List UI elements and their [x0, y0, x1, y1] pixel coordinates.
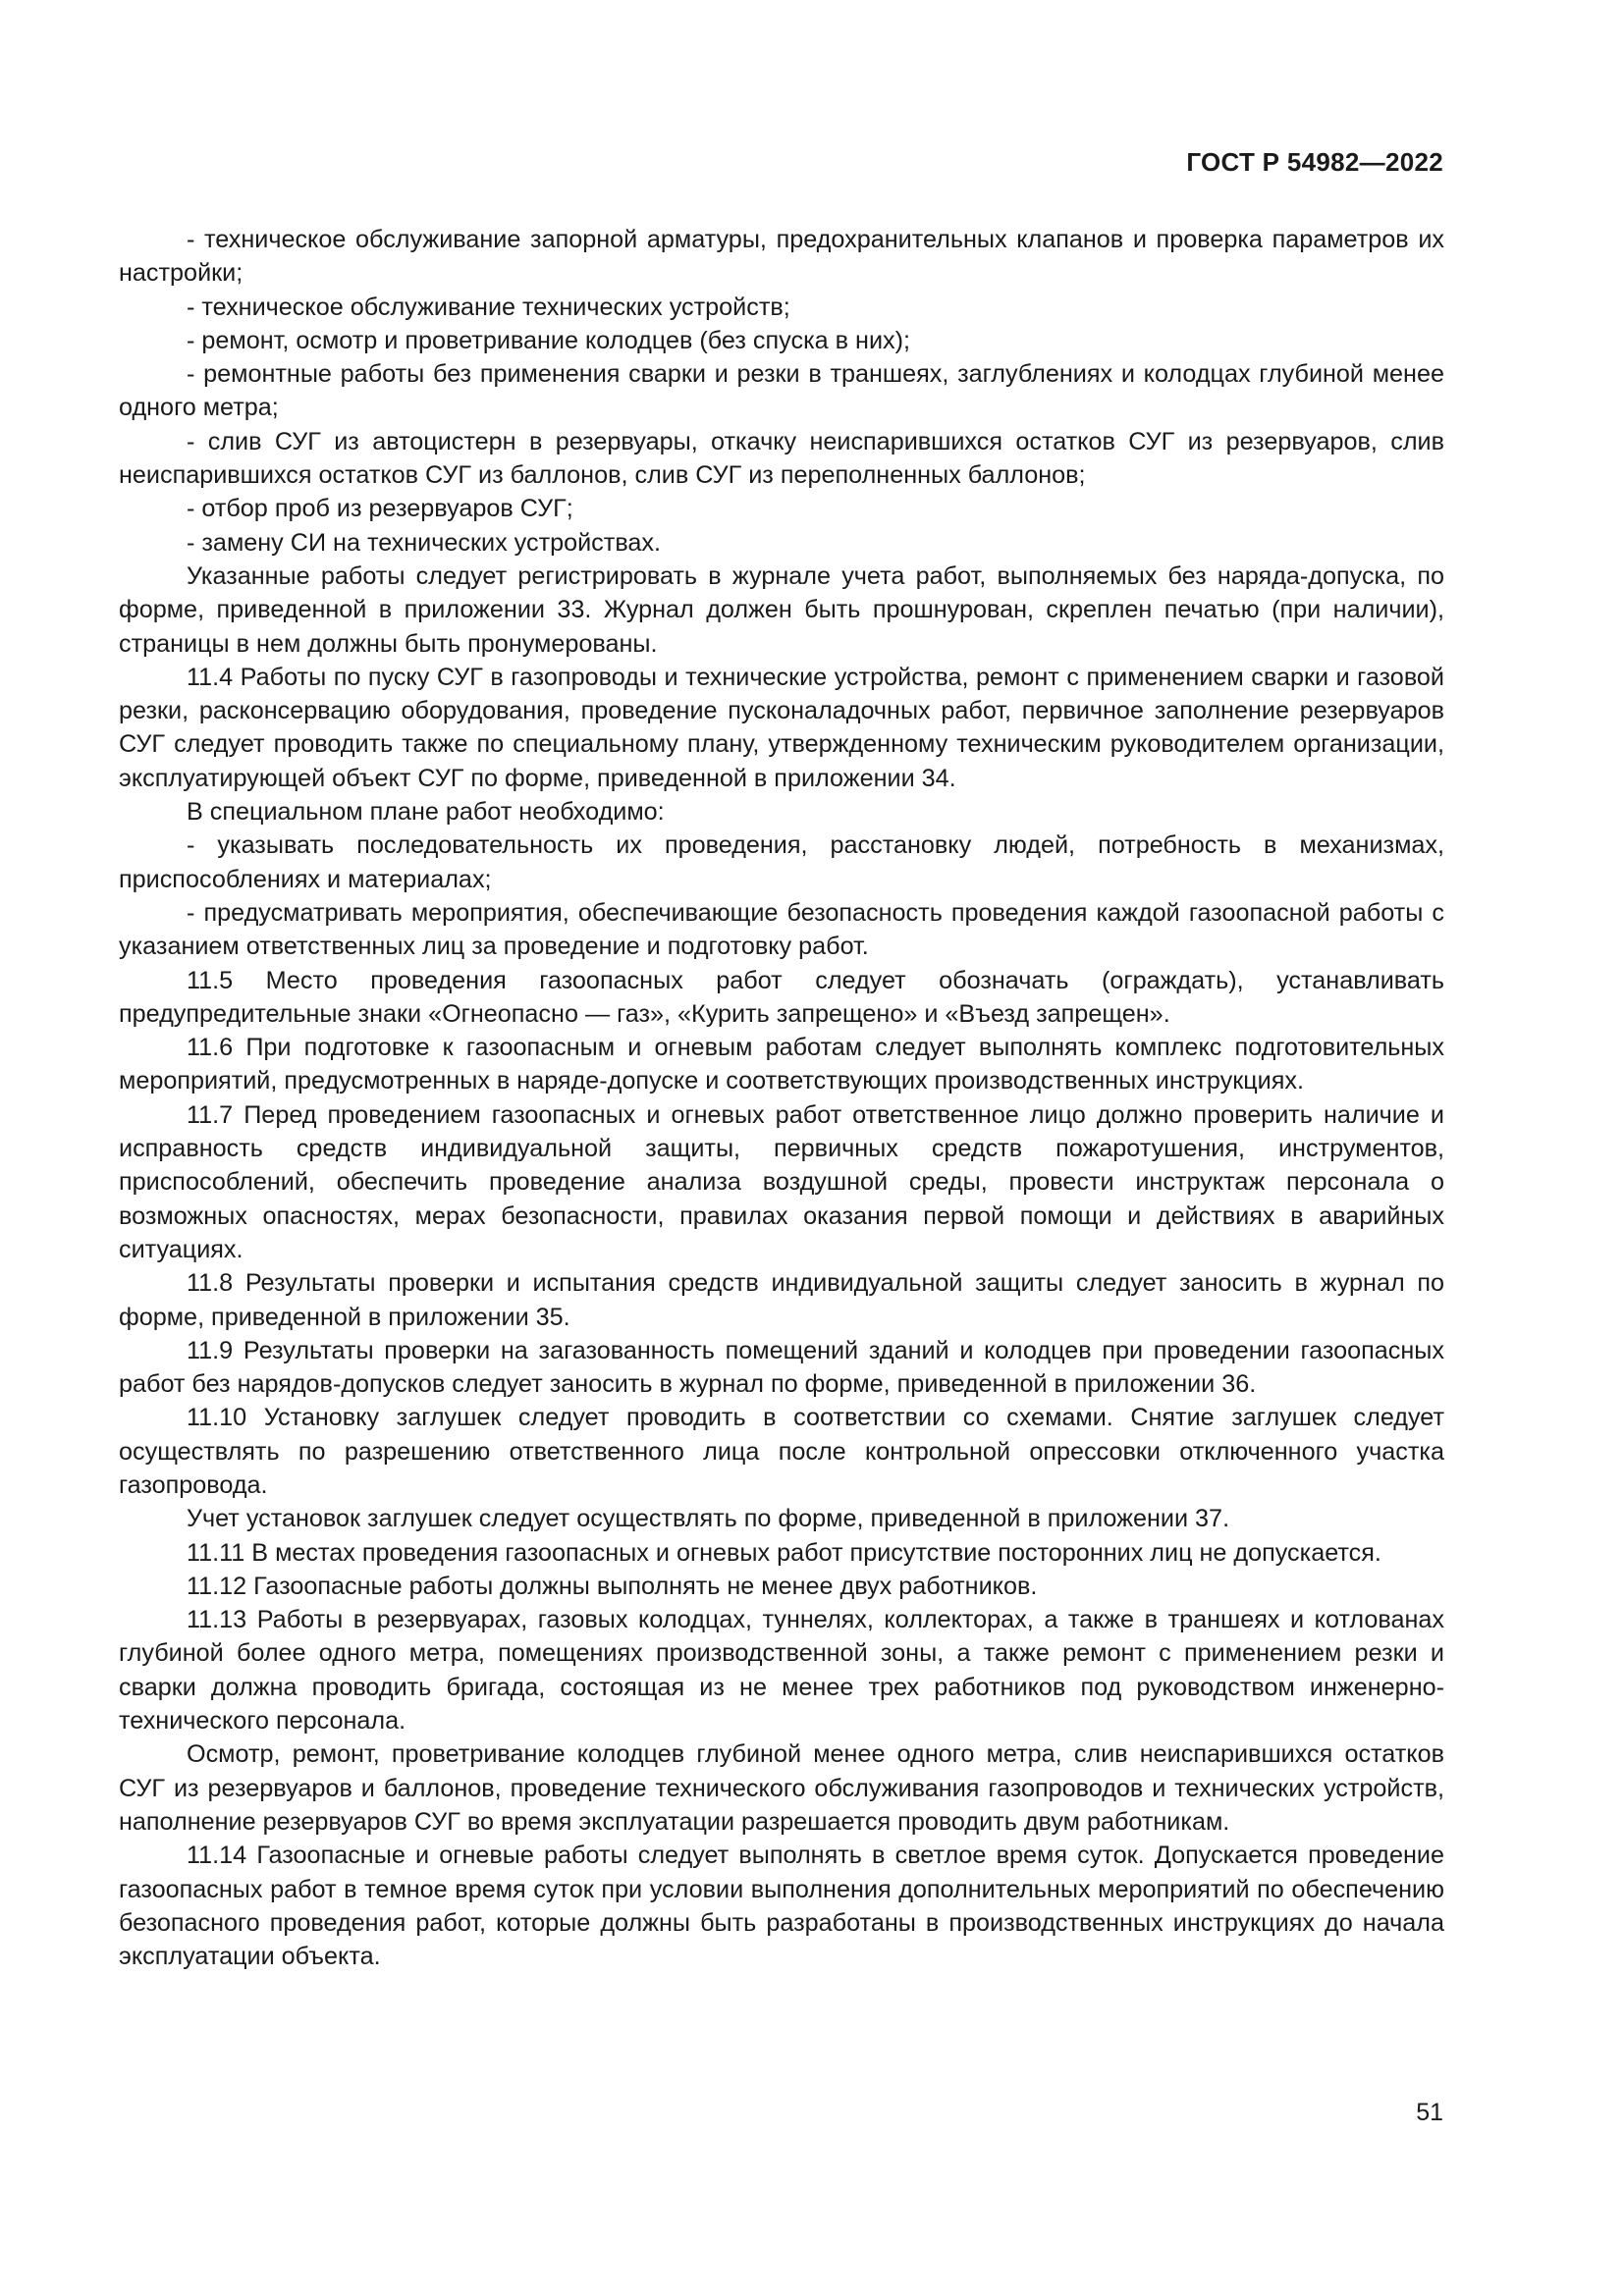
list-item: - ремонтные работы без применения сварки и резки в траншеях, заглублениях и колодцах глубиной менее одного метра; [119, 360, 1444, 422]
clause-11-11: 11.11 В местах проведения газоопасных и огневых работ присутствие посторонних лиц не допускается. [187, 1538, 1381, 1567]
clause-11-10: 11.10 Установку заглушек следует проводить в соответствии со схемами. Снятие заглушек следует осуществлять по разрешению ответственного лица после контрольной опрессовки отключенного участка газопровода. [119, 1404, 1444, 1499]
list-item: - предусматривать мероприятия, обеспечивающие безопасность проведения каждой газоопасной работы с указанием ответственных лиц за проведение и подготовку работ. [119, 898, 1444, 961]
clause-11-7: 11.7 Перед проведением газоопасных и огневых работ ответственное лицо должно проверить наличие и исправность средств индивидуальной защиты, первичных средств пожаротушения, инструментов, приспособлений, обеспечить проведение анализа воздушной среды, провести инструктаж персонала о возможных опасностях, мерах безопасности, правилах оказания первой помощи и действиях в аварийных ситуациях. [119, 1100, 1444, 1263]
paragraph: Указанные работы следует регистрировать в журнале учета работ, выполняемых без наряда-допуска, по форме, приведенной в приложении 33. Журнал должен быть прошнурован, скреплен печатью (при наличии), страницы в нем должны быть пронумерованы. [119, 561, 1444, 658]
list-item: - слив СУГ из автоцистерн в резервуары, откачку неиспарившихся остатков СУГ из резервуаров, слив неиспарившихся остатков СУГ из баллонов, слив СУГ из переполненных баллонов; [119, 427, 1444, 490]
page-number: 51 [1416, 2099, 1443, 2126]
paragraph: Осмотр, ремонт, проветривание колодцев глубиной менее одного метра, слив неиспарившихся остатков СУГ из резервуаров и баллонов, проведение технического обслуживания газопроводов и технических устройств, наполнение резервуаров СУГ во время эксплуатации разрешается проводить двум работникам. [119, 1740, 1444, 1836]
list-item: - отбор проб из резервуаров СУГ; [187, 495, 573, 523]
list-item: - ремонт, осмотр и проветривание колодцев (без спуска в них); [187, 326, 910, 354]
list-item: - техническое обслуживание технических устройств; [187, 293, 790, 321]
paragraph: В специальном плане работ необходимо: [187, 798, 665, 827]
body-text [119, 223, 1444, 1973]
clause-11-4: 11.4 Работы по пуску СУГ в газопроводы и технические устройства, ремонт с применением сварки и газовой резки, расконсервацию оборудования, проведение пусконаладочных работ, первичное заполнение резервуаров СУГ следует проводить также по специальному плану, утвержденному техническим руководителем организации, эксплуатирующей объект СУГ по форме, приведенной в приложении 34. [119, 663, 1444, 792]
list-item: - техническое обслуживание запорной арматуры, предохранительных клапанов и проверка параметров их настройки; [119, 226, 1444, 288]
clause-11-13: 11.13 Работы в резервуарах, газовых колодцах, туннелях, коллекторах, а также в траншеях и котлованах глубиной более одного метра, помещениях производственной зоны, а также ремонт с применением резки и сварки должна проводить бригада, состоящая из не менее трех работников под руководством инженерно-технического персонала. [119, 1606, 1444, 1735]
clause-11-12: 11.12 Газоопасные работы должны выполнять не менее двух работников. [187, 1572, 1038, 1600]
paragraph: Учет установок заглушек следует осуществлять по форме, приведенной в приложении 37. [187, 1505, 1230, 1533]
clause-11-6: 11.6 При подготовке к газоопасным и огневым работам следует выполнять комплекс подготовительных мероприятий, предусмотренных в наряде-допуске и соответствующих производственных инструкциях. [119, 1034, 1444, 1095]
list-item: - указывать последовательность их проведения, расстановку людей, потребность в механизмах, приспособлениях и материалах; [119, 831, 1444, 893]
list-item: - замену СИ на технических устройствах. [187, 528, 662, 557]
clause-11-9: 11.9 Результаты проверки на загазованность помещений зданий и колодцев при проведении газоопасных работ без нарядов-допусков следует заносить в журнал по форме, приведенной в приложении 36. [119, 1336, 1444, 1399]
document-code-header: ГОСТ Р 54982—2022 [1186, 147, 1443, 177]
clause-11-5: 11.5 Место проведения газоопасных работ следует обозначать (ограждать), устанавливать предупредительные знаки «Огнеопасно — газ», «Курить запрещено» и «Въезд запрещен». [119, 966, 1444, 1028]
clause-11-14: 11.14 Газоопасные и огневые работы следует выполнять в светлое время суток. Допускается проведение газоопасных работ в темное время суток при условии выполнения дополнительных мероприятий по обеспечению безопасного проведения работ, которые должны быть разработаны в производственных инструкциях до начала эксплуатации объекта. [119, 1842, 1444, 1971]
clause-11-8: 11.8 Результаты проверки и испытания средств индивидуальной защиты следует заносить в журнал по форме, приведенной в приложении 35. [119, 1269, 1444, 1331]
